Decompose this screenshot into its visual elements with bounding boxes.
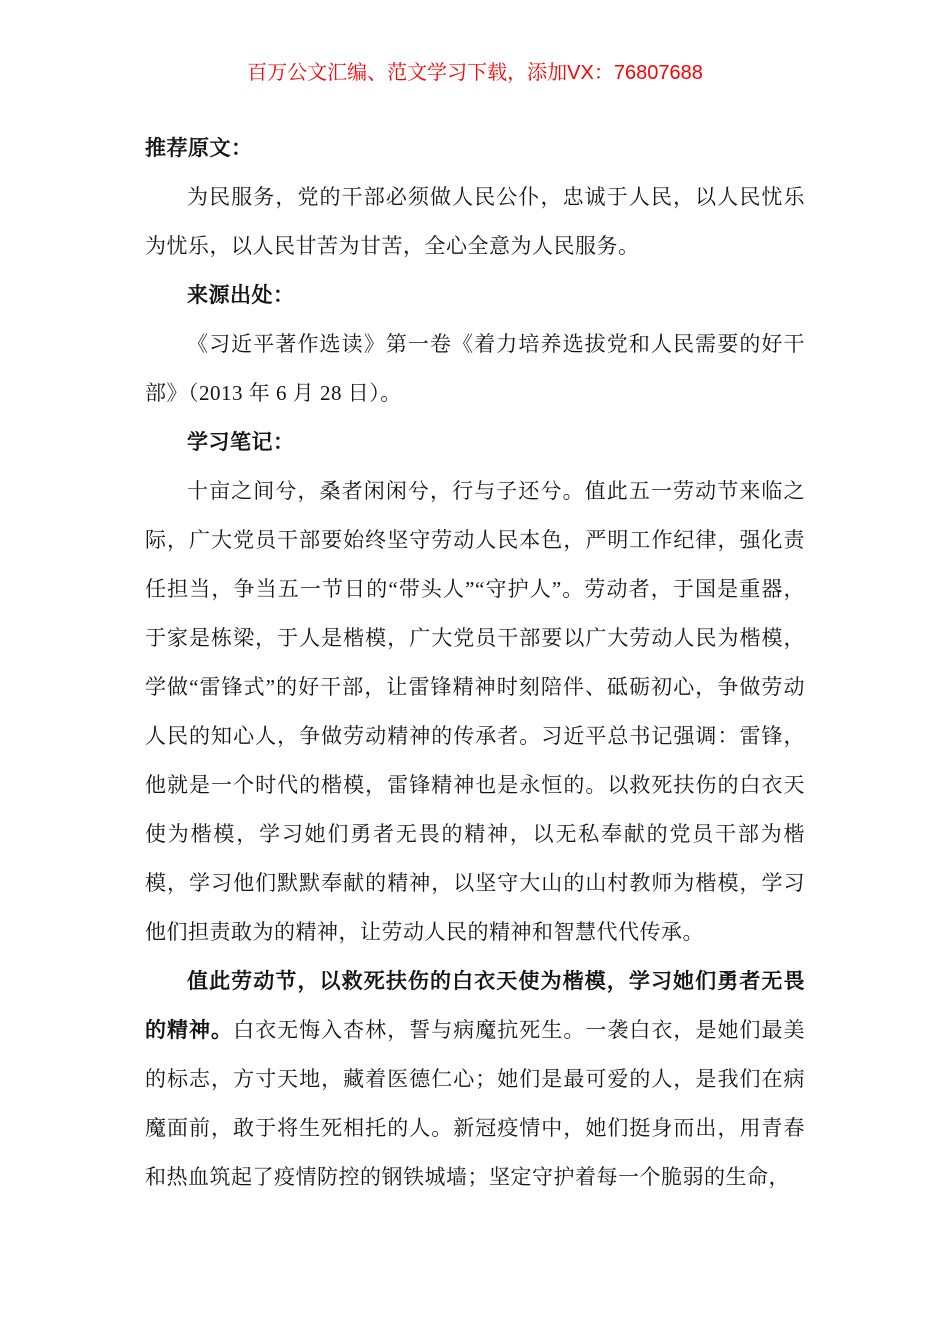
paragraph [145, 320, 805, 418]
header-notice: 百万公文汇编、范文学习下载，添加VX：76807688 [247, 62, 703, 84]
paragraph [145, 467, 805, 957]
body-text: 十亩之间兮，桑者闲闲兮，行与子还兮。值此五一劳动节来临之际，广大党员干部要始终坚守劳动人民本色，严明工作纪律，强化责任担当，争当五一节日的“带头人”“守护人”。劳动者，于国是重器，于家是栋梁，于人是楷模，广大党员干部要以广大劳动人民为楷模，学做“雷锋式”的好干部，让雷锋精神时刻陪伴、砥砺初心，争做劳动人民的知心人，争做劳动精神的传承者。习近平总书记强调：雷锋，他就是一个时代的楷模，雷锋精神也是永恒的。以救死扶伤的白衣天使为楷模，学习她们勇者无畏的精神，以无私奉献的党员干部为楷模，学习他们默默奉献的精神，以坚守大山的山村教师为楷模，学习他们担责敢为的精神，让劳动人民的精神和智慧代代传承。 [145, 479, 805, 944]
body-text: 为民服务，党的干部必须做人民公仆，忠诚于人民，以人民忧乐为忧乐，以人民甘苦为甘苦，全心全意为人民服务。 [145, 185, 805, 258]
paragraph [145, 173, 805, 271]
paragraph [145, 124, 805, 173]
body-text: 《习近平著作选读》第一卷《着力培养选拔党和人民需要的好干部》（2013 年 6 月 28 日）。 [145, 332, 805, 405]
bold-text: 学习笔记： [187, 430, 295, 454]
paragraph [145, 418, 805, 467]
bold-text: 推荐原文： [145, 136, 253, 160]
bold-text: 来源出处： [187, 283, 295, 307]
document-body [145, 124, 805, 1202]
bold-text: 值此劳动节，以救死扶伤的白衣天使为楷模，学习她们勇者无畏的精神。 [145, 969, 805, 1042]
body-text: 白衣无悔入杏林，誓与病魔抗死生。一袭白衣，是她们最美的标志，方寸天地，藏着医德仁心；她们是最可爱的人，是我们在病魔面前，敢于将生死相托的人。新冠疫情中，她们挺身而出，用青春和热血筑起了疫情防控的钢铁城墙；坚定守护着每一个脆弱的生命， [145, 1018, 806, 1189]
paragraph [145, 271, 805, 320]
paragraph [145, 957, 805, 1202]
